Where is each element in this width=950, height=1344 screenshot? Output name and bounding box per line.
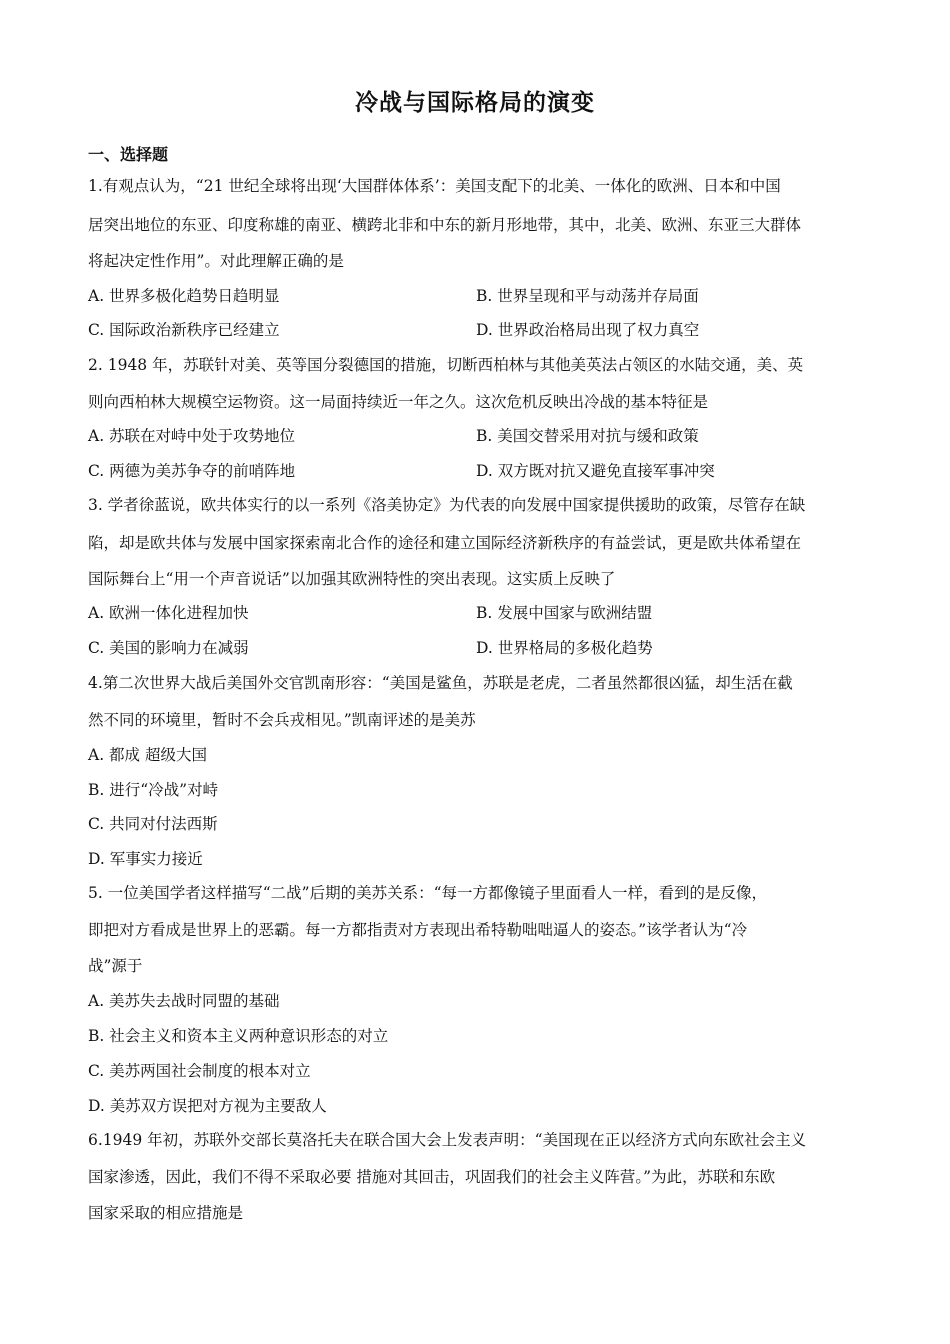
- page-title: 冷战与国际格局的演变: [355, 90, 595, 116]
- question-3-option-a[interactable]: A. 欧洲一体化进程加快: [88, 604, 249, 622]
- question-2-option-a[interactable]: A. 苏联在对峙中处于攻势地位: [88, 427, 296, 445]
- question-4-line-1: 4.第二次世界大战后美国外交官凯南形容：“美国是鲨鱼，苏联是老虎，二者虽然都很凶猛，却生活在截: [88, 674, 793, 692]
- question-2-option-c[interactable]: C. 两德为美苏争夺的前哨阵地: [88, 462, 296, 480]
- question-4-option-c[interactable]: C. 共同对付法西斯: [88, 815, 218, 833]
- question-2-option-b[interactable]: B. 美国交替采用对抗与缓和政策: [476, 427, 699, 445]
- question-1-option-c[interactable]: C. 国际政治新秩序已经建立: [88, 321, 280, 339]
- question-3-option-b[interactable]: B. 发展中国家与欧洲结盟: [476, 604, 653, 622]
- question-5-option-c[interactable]: C. 美苏两国社会制度的根本对立: [88, 1062, 311, 1080]
- question-1-line-3: 将起决定性作用”。对此理解正确的是: [88, 252, 344, 270]
- question-4-option-b[interactable]: B. 进行“冷战”对峙: [88, 781, 219, 799]
- question-1-option-a[interactable]: A. 世界多极化趋势日趋明显: [88, 287, 280, 305]
- question-5-option-a[interactable]: A. 美苏失去战时同盟的基础: [88, 992, 280, 1010]
- question-5-line-1: 5. 一位美国学者这样描写“二战”后期的美苏关系：“每一方都像镜子里面看人一样，看到的是反像，: [88, 884, 767, 902]
- question-2-line-2: 则向西柏林大规模空运物资。这一局面持续近一年之久。这次危机反映出冷战的基本特征是: [88, 393, 709, 411]
- question-4-option-d[interactable]: D. 军事实力接近: [88, 850, 203, 868]
- question-3-line-2: 陷，却是欧共体与发展中国家探索南北合作的途径和建立国际经济新秩序的有益尝试，更是欧共体希望在: [88, 534, 802, 552]
- question-6-line-1: 6.1949 年初，苏联外交部长莫洛托夫在联合国大会上发表声明：“美国现在正以经济方式向东欧社会主义: [88, 1131, 807, 1149]
- section-heading: 一、选择题: [88, 145, 169, 164]
- question-5-option-d[interactable]: D. 美苏双方误把对方视为主要敌人: [88, 1097, 327, 1115]
- question-3-line-3: 国际舞台上“用一个声音说话”以加强其欧洲特性的突出表现。这实质上反映了: [88, 570, 616, 588]
- question-5-option-b[interactable]: B. 社会主义和资本主义两种意识形态的对立: [88, 1027, 389, 1045]
- question-6-line-3: 国家采取的相应措施是: [88, 1204, 244, 1222]
- question-3-option-d[interactable]: D. 世界格局的多极化趋势: [476, 639, 653, 657]
- question-2-line-1: 2. 1948 年，苏联针对美、英等国分裂德国的措施，切断西柏林与其他美英法占领区的水陆交通，美、英: [88, 356, 804, 374]
- question-3-option-c[interactable]: C. 美国的影响力在减弱: [88, 639, 249, 657]
- question-4-option-a[interactable]: A. 都成 超级大国: [88, 746, 207, 764]
- question-3-line-1: 3. 学者徐蓝说，欧共体实行的以一系列《洛美协定》为代表的向发展中国家提供援助的政策，尽管存在缺: [88, 496, 806, 514]
- question-4-line-2: 然不同的环境里，暂时不会兵戎相见。”凯南评述的是美苏: [88, 711, 476, 729]
- question-5-line-2: 即把对方看成是世界上的恶霸。每一方都指责对方表现出希特勒咄咄逼人的姿态。”该学者认为“冷: [88, 921, 748, 939]
- question-2-option-d[interactable]: D. 双方既对抗又避免直接军事冲突: [476, 462, 715, 480]
- question-1-option-d[interactable]: D. 世界政治格局出现了权力真空: [476, 321, 700, 339]
- question-1-option-b[interactable]: B. 世界呈现和平与动荡并存局面: [476, 287, 699, 305]
- question-1-line-2: 居突出地位的东亚、印度称雄的南亚、横跨北非和中东的新月形地带，其中，北美、欧洲、东亚三大群体: [88, 216, 802, 234]
- question-6-line-2: 国家渗透，因此，我们不得不采取必要 措施对其回击，巩固我们的社会主义阵营。”为此，苏联和东欧: [88, 1168, 776, 1186]
- question-5-line-3: 战”源于: [88, 957, 143, 975]
- question-1-line-1: 1.有观点认为，“21 世纪全球将出现‘大国群体体系’：美国支配下的北美、一体化的欧洲、日本和中国: [88, 177, 781, 195]
